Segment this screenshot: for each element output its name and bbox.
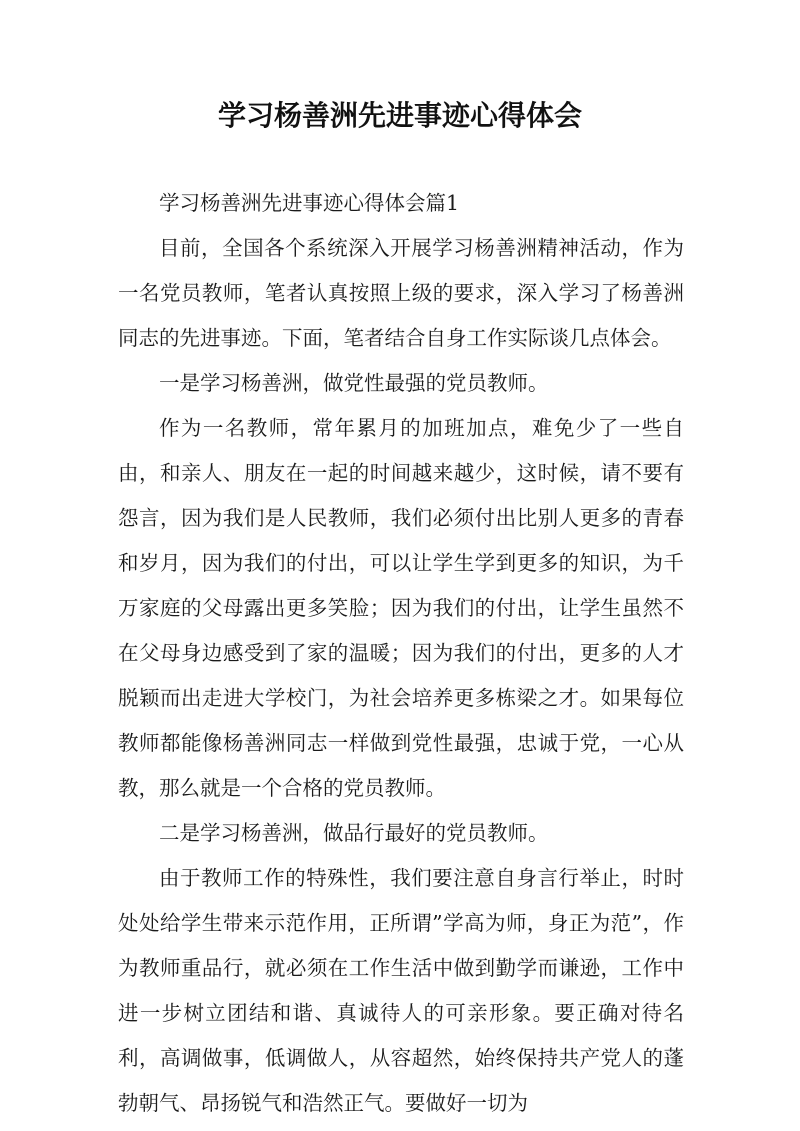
paragraph-point-one-body: 作为一名教师，常年累月的加班加点，难免少了一些自由，和亲人、朋友在一起的时间越来越少，这时候，请不要有怨言，因为我们是人民教师，我们必须付出比别人更多的青春和岁月，因为我们的付出，可以让学生学到更多的知识，为千万家庭的父母露出更多笑脸；因为我们的付出，让学生虽然不在父母身边感受到了家的温暖；因为我们的付出，更多的人才脱颖而出走进大学校门，为社会培养更多栋梁之才。如果每位教师都能像杨善洲同志一样做到党性最强，忠诚于党，一心从教，那么就是一个合格的党员教师。: [118, 416, 684, 800]
document-title: 学习杨善洲先进事迹心得体会: [217, 99, 582, 132]
paragraph-point-two: 二是学习杨善洲，做品行最好的党员教师。: [159, 821, 549, 845]
paragraph-intro: 目前，全国各个系统深入开展学习杨善洲精神活动，作为一名党员教师，笔者认真按照上级的要求，深入学习了杨善洲同志的先进事迹。下面，笔者结合自身工作实际谈几点体会。: [118, 236, 684, 350]
section-heading: 学习杨善洲先进事迹心得体会篇1: [159, 191, 460, 215]
document-body: [118, 181, 684, 1126]
paragraph-point-two-body: 由于教师工作的特殊性，我们要注意自身言行举止，时时处处给学生带来示范作用，正所谓”学高为师，身正为范”，作为教师重品行，就必须在工作生活中做到勤学而谦逊，工作中进一步树立团结和谐、真诚待人的可亲形象。要正确对待名利，高调做事，低调做人，从容超然，始终保持共产党人的蓬勃朝气、昂扬锐气和浩然正气。要做好一切为: [118, 866, 684, 1115]
paragraph-point-one: 一是学习杨善洲，做党性最强的党员教师。: [159, 371, 549, 395]
